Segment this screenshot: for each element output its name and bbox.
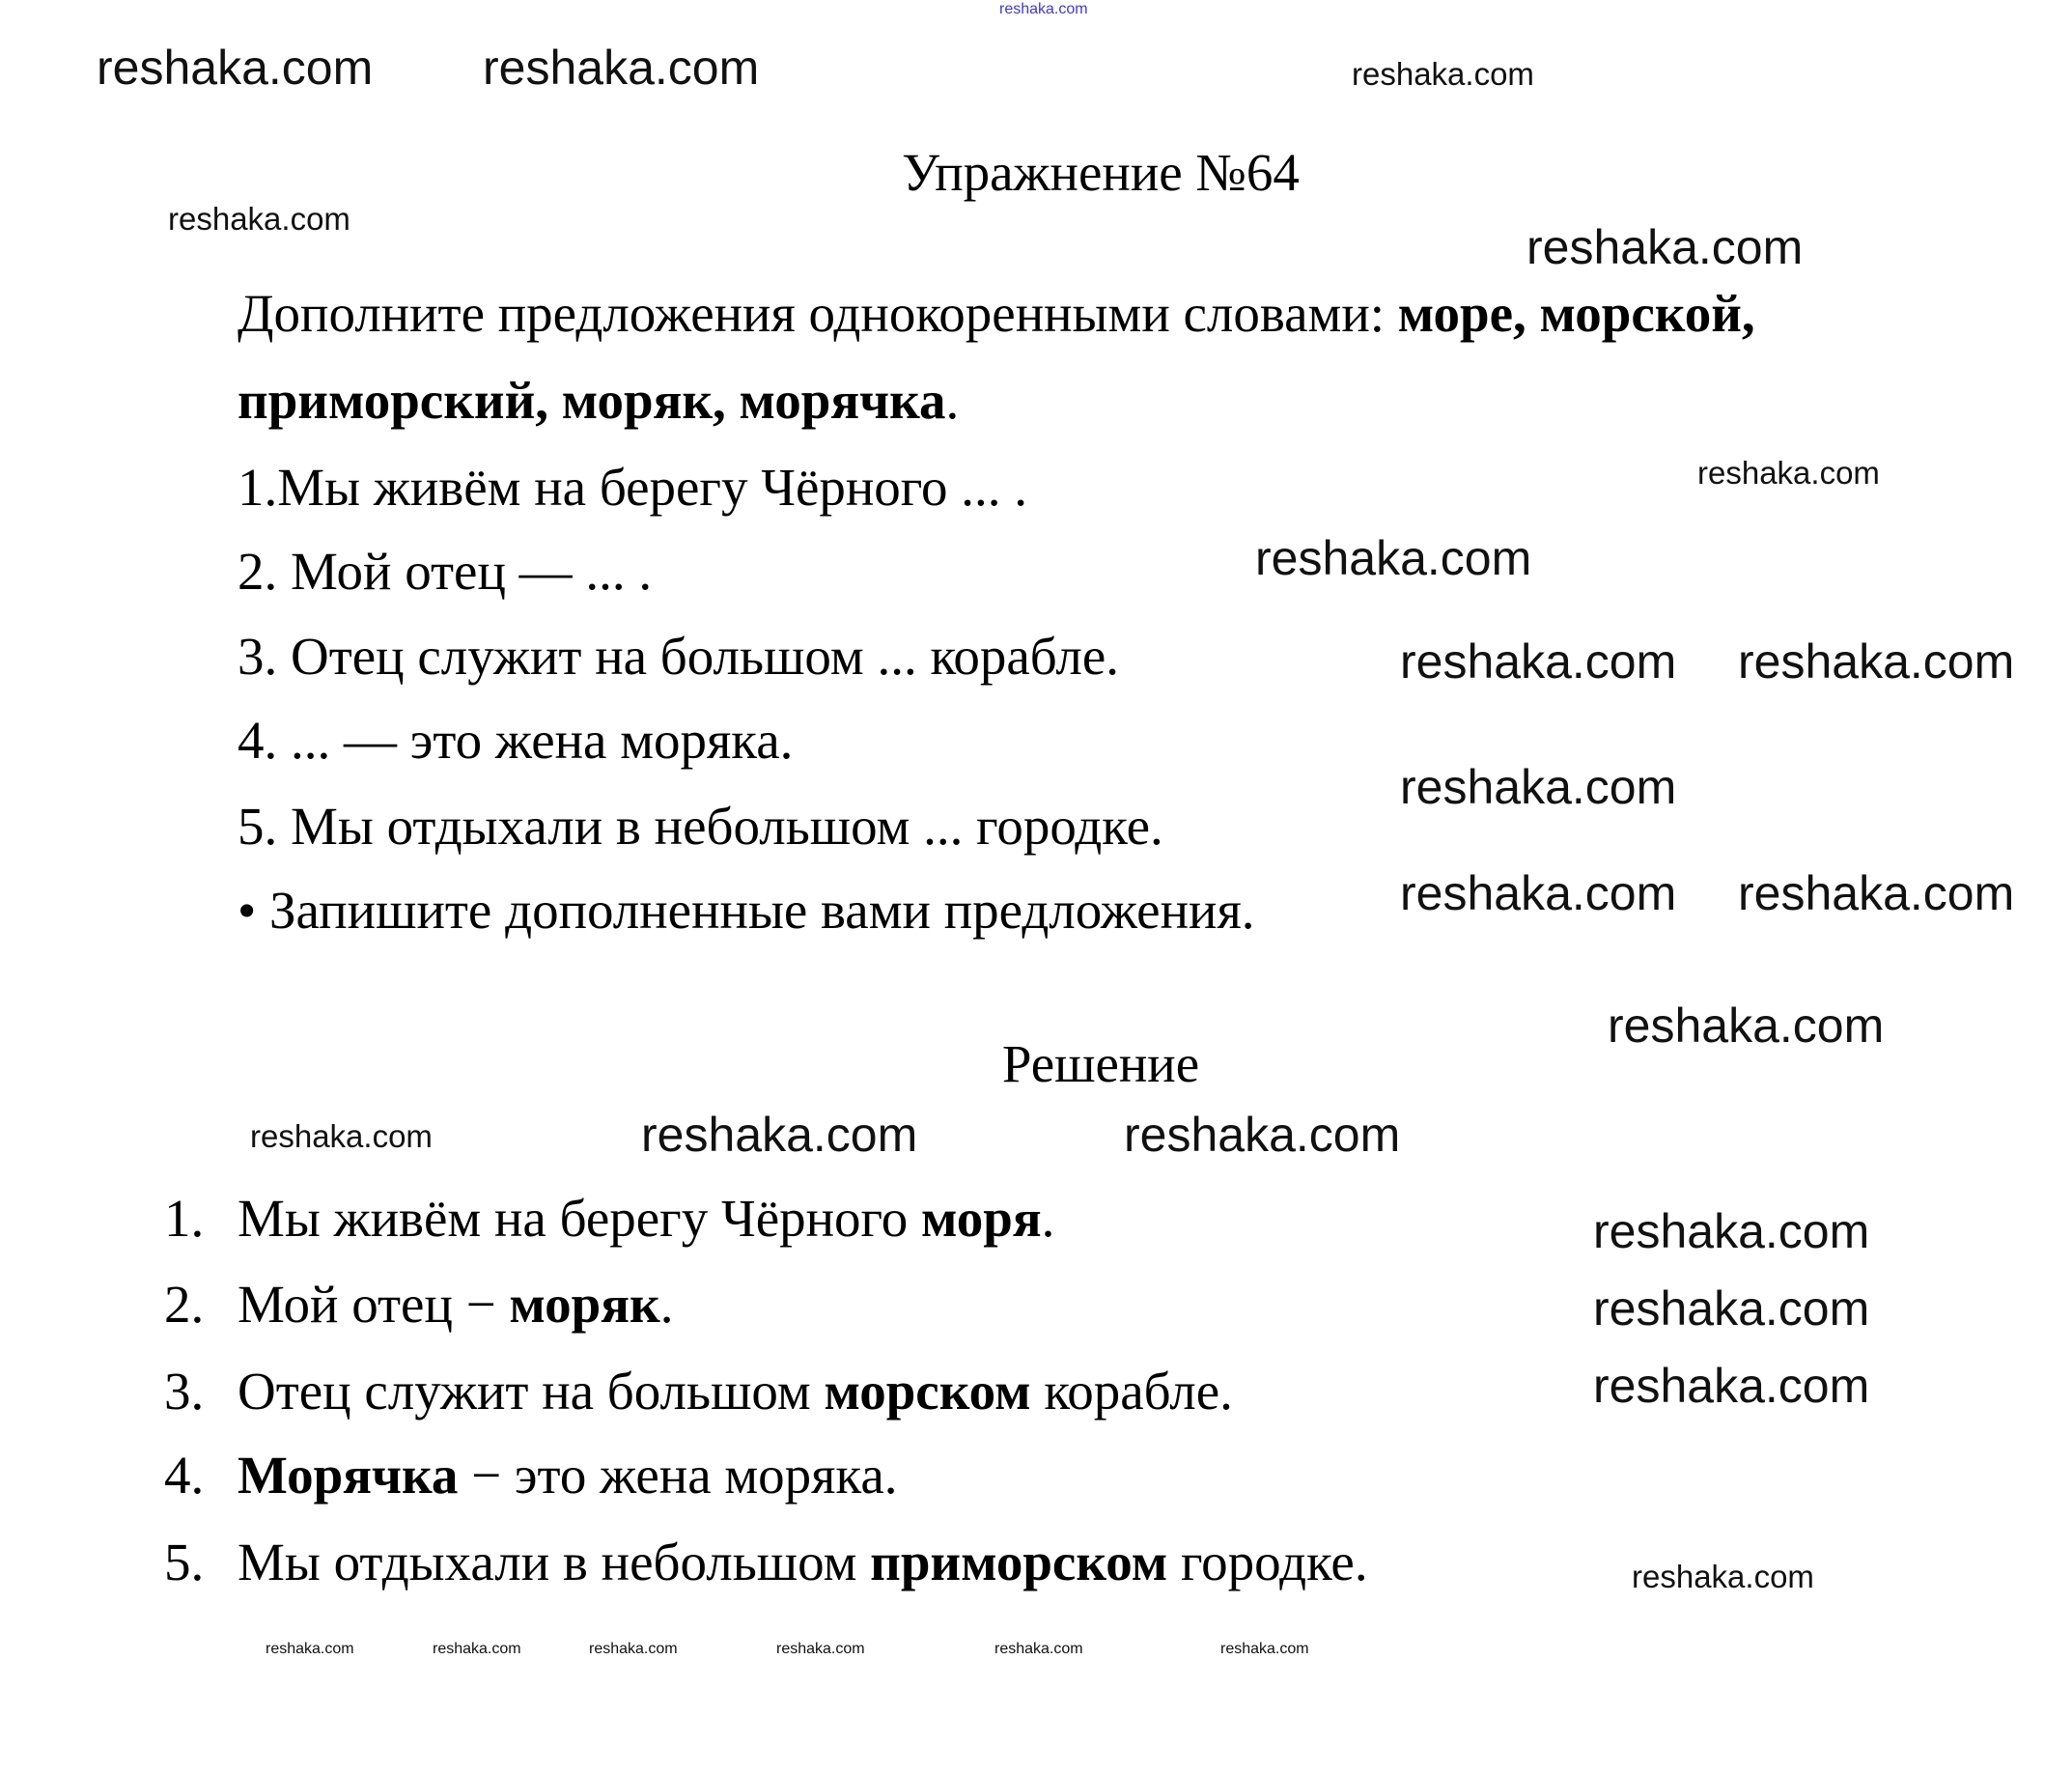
header-watermark: reshaka.com <box>999 1 1088 17</box>
answer-text: Мы живём на берегу Чёрного <box>238 1189 921 1248</box>
task-intro-line <box>238 284 1755 343</box>
watermark: reshaka.com <box>641 1108 918 1162</box>
watermark: reshaka.com <box>1593 1204 1870 1258</box>
answer-number: 5. <box>164 1533 205 1591</box>
watermark: reshaka.com <box>266 1641 354 1657</box>
task-dot: . <box>945 371 960 430</box>
answer-text: Мой отец − <box>238 1275 510 1334</box>
task-item: 1.Мы живём на берегу Чёрного ... . <box>238 458 1027 517</box>
answer-text: корабле. <box>1030 1362 1233 1421</box>
answer-number: 4. <box>164 1446 205 1505</box>
watermark: reshaka.com <box>1124 1108 1401 1162</box>
answer-text: Мы отдыхали в небольшом <box>238 1533 871 1591</box>
answer-text: городке. <box>1167 1533 1368 1591</box>
watermark: reshaka.com <box>1632 1559 1814 1594</box>
answer-word: приморском <box>870 1533 1168 1591</box>
watermark: reshaka.com <box>1400 634 1677 689</box>
answer-text: . <box>659 1275 674 1334</box>
watermark: reshaka.com <box>433 1641 521 1657</box>
answer-word: морском <box>824 1362 1031 1421</box>
watermark: reshaka.com <box>994 1641 1083 1657</box>
task-intro: Дополните предложения однокоренными словами: <box>238 284 1398 343</box>
task-words-2: приморский, моряк, морячка <box>238 371 946 430</box>
watermark: reshaka.com <box>1593 1281 1870 1336</box>
answer-text: − это жена моряка. <box>458 1446 898 1505</box>
answer-number: 3. <box>164 1362 205 1421</box>
watermark: reshaka.com <box>776 1641 865 1657</box>
watermark: reshaka.com <box>1526 220 1804 274</box>
watermark: reshaka.com <box>1400 866 1677 920</box>
task-item: 3. Отец служит на большом ... корабле. <box>238 627 1120 686</box>
watermark: reshaka.com <box>250 1118 433 1154</box>
watermark: reshaka.com <box>1352 56 1534 92</box>
watermark: reshaka.com <box>589 1641 678 1657</box>
answer-number: 2. <box>164 1275 205 1334</box>
watermark: reshaka.com <box>168 201 350 237</box>
task-words-line <box>238 371 960 430</box>
watermark: reshaka.com <box>1608 999 1885 1053</box>
watermark: reshaka.com <box>1593 1359 1870 1413</box>
answer-number: 1. <box>164 1189 205 1248</box>
task-words-1: море, морской, <box>1397 284 1755 343</box>
watermark: reshaka.com <box>483 41 760 95</box>
watermark: reshaka.com <box>1697 455 1880 491</box>
watermark: reshaka.com <box>1400 760 1677 814</box>
watermark: reshaka.com <box>1255 531 1532 585</box>
page-title: Упражнение №64 <box>902 143 1300 202</box>
solution-title: Решение <box>1001 1034 1200 1093</box>
task-item: 2. Мой отец — ... . <box>238 542 653 601</box>
watermark: reshaka.com <box>1738 866 2015 920</box>
watermark: reshaka.com <box>97 41 374 95</box>
answer-word: моряк <box>509 1275 660 1334</box>
answer-text: . <box>1041 1189 1055 1248</box>
task-item: 5. Мы отдыхали в небольшом ... городке. <box>238 797 1163 856</box>
answer-word: Морячка <box>238 1446 459 1505</box>
answer-text: Отец служит на большом <box>238 1362 825 1421</box>
task-item: 4. ... — это жена моряка. <box>238 711 794 770</box>
watermark: reshaka.com <box>1738 634 2015 689</box>
task-instruction: • Запишите дополненные вами предложения. <box>238 881 1255 940</box>
answer-word: моря <box>921 1189 1042 1248</box>
watermark: reshaka.com <box>1220 1641 1309 1657</box>
